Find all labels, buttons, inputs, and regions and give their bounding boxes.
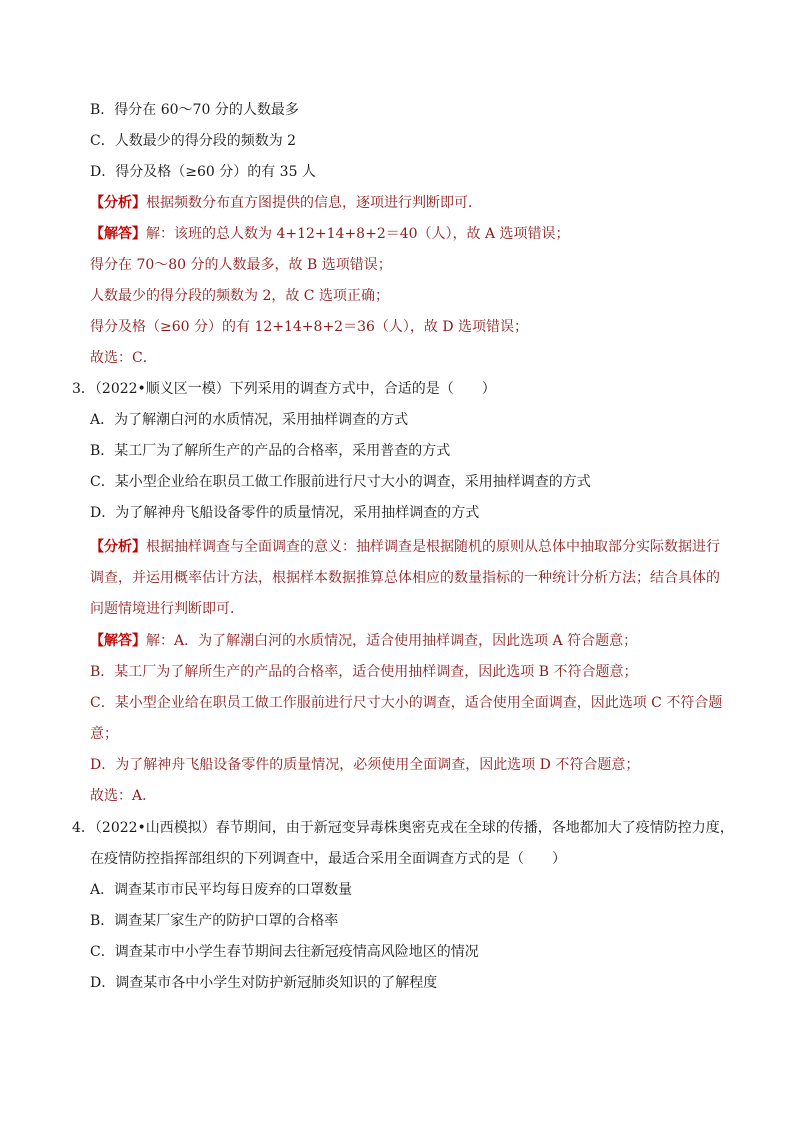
q3-analysis-line-2: 调查，并运用概率估计方法，根据样本数据推算总体相应的数量指标的一种统计分析方法；结合具体的 — [90, 570, 720, 586]
q3-option-a: A．为了解潮白河的水质情况，采用抽样调查的方式 — [90, 412, 409, 428]
q3-answer-line-2: B．某工厂为了解所生产的产品的合格率，适合使用抽样调查，因此选项 B 不符合题意； — [90, 664, 638, 680]
q3-option-b: B．某工厂为了解所生产的产品的合格率，采用普查的方式 — [90, 443, 451, 459]
answer-text: 解：A．为了解潮白河的水质情况，适合使用抽样调查，因此选项 A 符合题意； — [146, 633, 638, 649]
q2-analysis — [90, 193, 482, 213]
q2-choose: 故选：C． — [90, 350, 157, 366]
analysis-text: 根据抽样调查与全面调查的意义：抽样调查是根据随机的原则从总体中抽取部分实际数据进行 — [146, 539, 720, 555]
q2-option-c: C．人数最少的得分段的频数为 2 — [90, 133, 297, 149]
q3-answer-line-1 — [90, 631, 637, 651]
q4-stem-line-2: 在疫情防控指挥部组织的下列调查中，最适合采用全面调查方式的是（ ） — [90, 851, 566, 867]
analysis-tag: 【分析】 — [90, 539, 146, 555]
q2-answer-line-2: 得分在 70～80 分的人数最多，故 B 选项错误； — [90, 257, 392, 273]
answer-text: 解：该班的总人数为 4+12+14+8+2＝40（人），故 A 选项错误； — [146, 226, 570, 242]
q2-answer-line-1 — [90, 224, 570, 244]
q2-option-d: D．得分及格（≥60 分）的有 35 人 — [90, 164, 316, 180]
q3-analysis-line-3: 问题情境进行判断即可． — [90, 601, 244, 617]
q3-option-d: D．为了解神舟飞船设备零件的质量情况，采用抽样调查的方式 — [90, 505, 480, 521]
q3-choose: 故选：A． — [90, 788, 157, 804]
q3-analysis-line-1 — [90, 537, 720, 557]
q3-answer-line-4: 意； — [90, 726, 118, 742]
analysis-text: 根据频数分布直方图提供的信息，逐项进行判断即可． — [146, 195, 482, 211]
q4-option-a: A．调查某市市民平均每日废弃的口罩数量 — [90, 882, 353, 898]
answer-tag: 【解答】 — [90, 633, 146, 649]
answer-tag: 【解答】 — [90, 226, 146, 242]
q2-answer-line-4: 得分及格（≥60 分）的有 12+14+8+2＝36（人），故 D 选项错误； — [90, 319, 529, 335]
q3-option-c: C．某小型企业给在职员工做工作服前进行尺寸大小的调查，采用抽样调查的方式 — [90, 474, 591, 490]
q4-option-b: B．调查某厂家生产的防护口罩的合格率 — [90, 913, 339, 929]
analysis-tag: 【分析】 — [90, 195, 146, 211]
q3-answer-line-3: C．某小型企业给在职员工做工作服前进行尺寸大小的调查，适合使用全面调查，因此选项 C 不符合题 — [90, 695, 723, 711]
q4-option-d: D．调查某市各中小学生对防护新冠肺炎知识的了解程度 — [90, 975, 438, 991]
q3-stem: 3．（2022•顺义区一模）下列采用的调查方式中，合适的是（ ） — [72, 381, 496, 397]
q4-stem-line-1: 4．（2022•山西模拟）春节期间，由于新冠变异毒株奥密克戎在全球的传播，各地都加大了疫情防控力度， — [72, 820, 734, 836]
q3-answer-line-5: D．为了解神舟飞船设备零件的质量情况，必须使用全面调查，因此选项 D 不符合题意； — [90, 757, 640, 773]
q2-option-b: B．得分在 60～70 分的人数最多 — [90, 102, 299, 118]
q4-option-c: C．调查某市中小学生春节期间去往新冠疫情高风险地区的情况 — [90, 944, 479, 960]
q2-answer-line-3: 人数最少的得分段的频数为 2，故 C 选项正确； — [90, 288, 389, 304]
